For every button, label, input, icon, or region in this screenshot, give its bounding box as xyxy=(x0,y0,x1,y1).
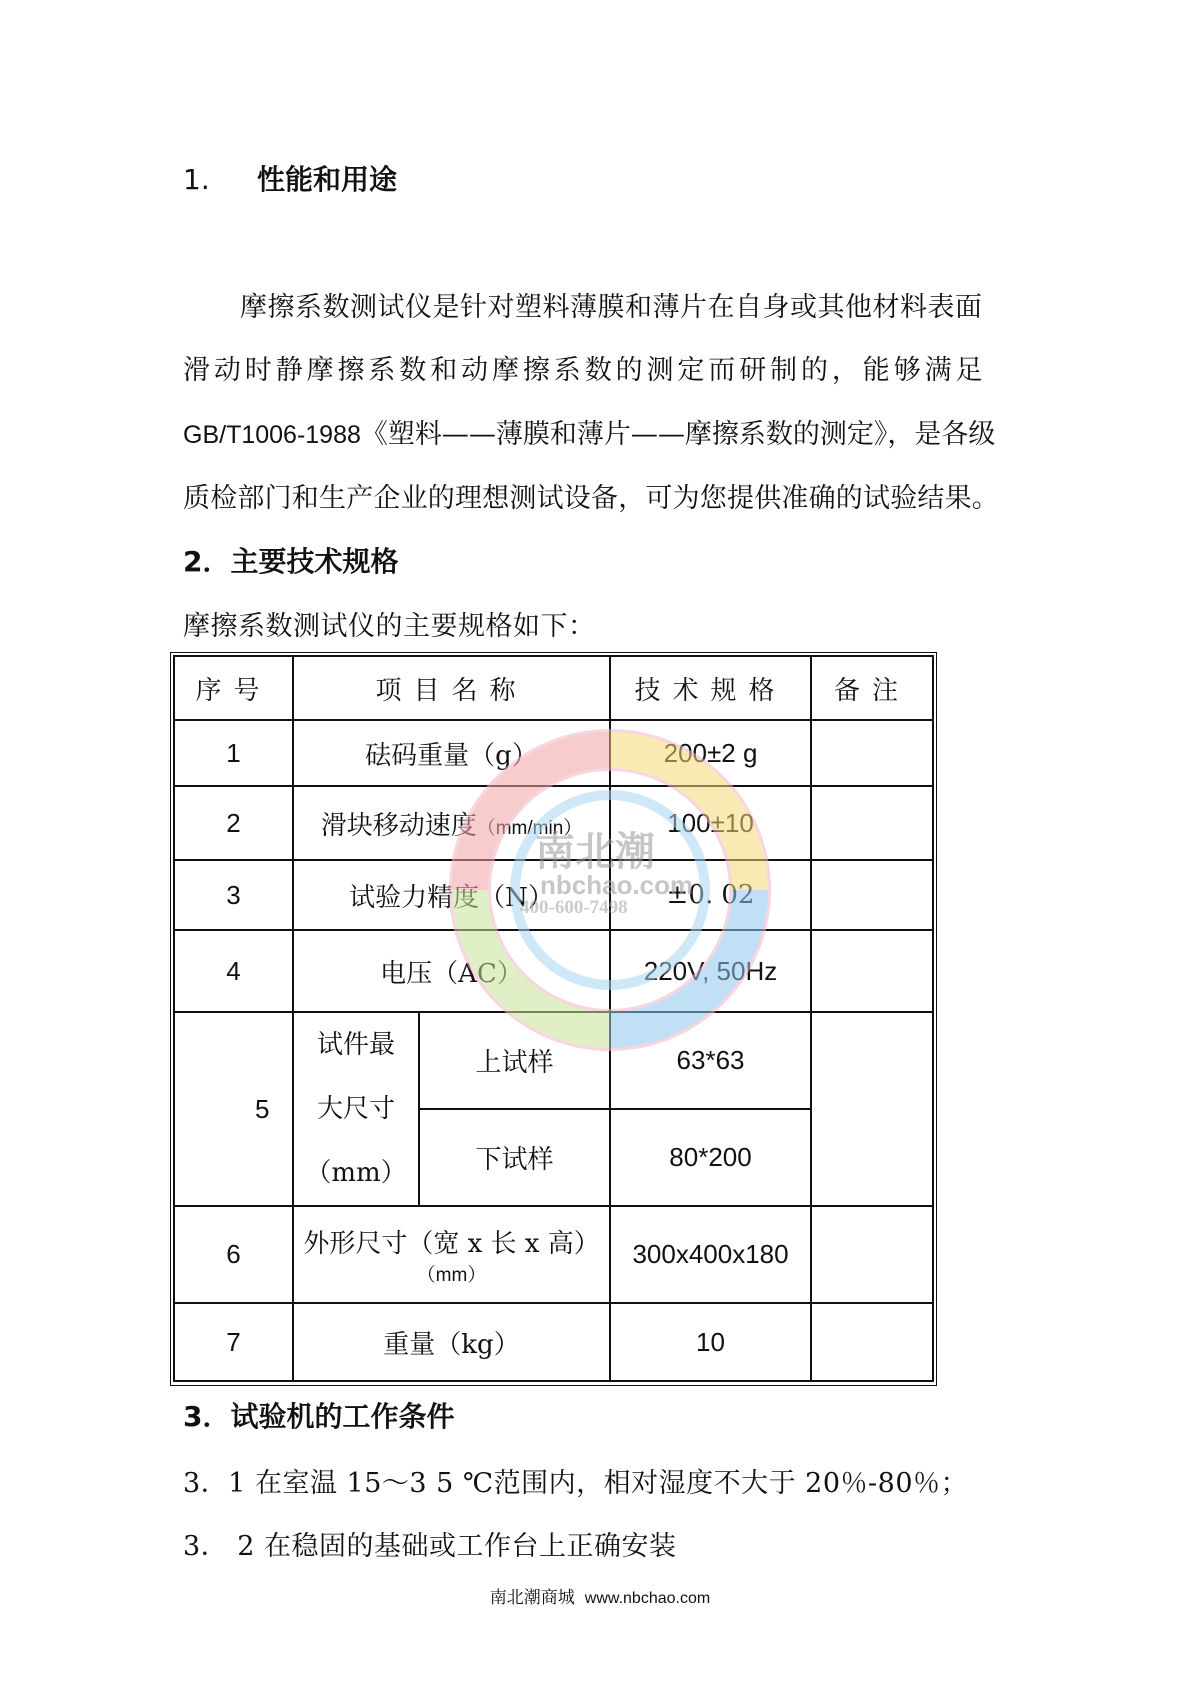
row-spec: ±0. 02 xyxy=(610,860,811,930)
group-line: 大尺寸 xyxy=(316,1094,395,1124)
row-note xyxy=(811,1303,933,1381)
section-1-line-3 xyxy=(183,412,1033,451)
row-item xyxy=(293,1206,610,1303)
row-note xyxy=(811,786,933,860)
section-1-line-4: 质检部门和生产企业的理想测试设备，可为您提供准确的试验结果。 xyxy=(183,483,999,514)
row-item: 砝码重量（g） xyxy=(293,720,610,786)
section-1-heading xyxy=(183,158,397,198)
row-index: 4 xyxy=(174,930,293,1012)
group-line: 试件最 xyxy=(316,1030,395,1060)
row-note xyxy=(811,720,933,786)
page-footer xyxy=(0,1583,1200,1608)
section-3-heading: 3．试验机的工作条件 xyxy=(183,1400,455,1433)
header-spec: 技术规格 xyxy=(610,656,811,720)
footer-shop: 南北潮商城 xyxy=(489,1588,575,1608)
condition-item-1: 3．1 在室温 15～3 5 ℃范围内，相对湿度不大于 20％-80％； xyxy=(183,1468,969,1499)
footer-url[interactable]: www.nbchao.com xyxy=(584,1590,711,1607)
row-item: 试验力精度（N） xyxy=(293,860,610,930)
row-spec: 80*200 xyxy=(610,1109,811,1206)
table-row xyxy=(174,1303,933,1381)
watermark-site: nbchao.com xyxy=(540,870,694,900)
standard-code: GB/T1006-1988 xyxy=(183,421,361,449)
section-1-title: 性能和用途 xyxy=(257,163,398,196)
section-1-line-2: 滑动时静摩擦系数和动摩擦系数的测定而研制的，能够满足 xyxy=(183,355,987,386)
row-spec: 200±2 g xyxy=(610,720,811,786)
row-index: 3 xyxy=(174,860,293,930)
table-row xyxy=(174,1206,933,1303)
row-spec: 10 xyxy=(610,1303,811,1381)
row-item: 电压（AC） xyxy=(293,930,610,1012)
row-index: 2 xyxy=(174,786,293,860)
row-subitem: 下试样 xyxy=(419,1109,610,1206)
group-line: （mm） xyxy=(305,1158,407,1188)
header-note: 备注 xyxy=(811,656,933,720)
row-note xyxy=(811,1206,933,1303)
row-spec: 300x400x180 xyxy=(610,1206,811,1303)
row-index: 6 xyxy=(174,1206,293,1303)
row-item-unit: （mm/min） xyxy=(476,817,583,839)
row-group-label xyxy=(293,1012,419,1206)
row-item-main: 外形尺寸（宽 x 长 x 高） xyxy=(303,1228,600,1259)
row-subitem: 上试样 xyxy=(419,1012,610,1109)
row-item-unit: （mm） xyxy=(416,1264,487,1286)
row-note xyxy=(811,930,933,1012)
header-item: 项目名称 xyxy=(293,656,610,720)
row-note xyxy=(811,860,933,930)
spec-intro: 摩擦系数测试仪的主要规格如下： xyxy=(183,611,596,642)
watermark-phone: 400-600-7498 xyxy=(520,897,628,918)
standard-title: 《塑料——薄膜和薄片——摩擦系数的测定》，是各级 xyxy=(360,419,996,450)
header-index: 序号 xyxy=(174,656,293,720)
row-index: 1 xyxy=(174,720,293,786)
row-note xyxy=(811,1012,933,1206)
row-spec: 63*63 xyxy=(610,1012,811,1109)
watermark-brand: 南北潮 xyxy=(535,828,655,875)
row-spec: 100±10 xyxy=(610,786,811,860)
row-item: 重量（kg） xyxy=(293,1303,610,1381)
section-2-heading: 2．主要技术规格 xyxy=(183,545,399,578)
row-index: 7 xyxy=(174,1303,293,1381)
section-1-line-1: 摩擦系数测试仪是针对塑料薄膜和薄片在自身或其他材料表面 xyxy=(240,292,983,323)
condition-item-2: 3． 2 在稳固的基础或工作台上正确安装 xyxy=(183,1531,677,1562)
row-spec: 220V, 50Hz xyxy=(610,930,811,1012)
row-item-main: 滑块移动速度 xyxy=(320,810,477,841)
section-1-number: 1. xyxy=(183,163,210,196)
row-index: 5 xyxy=(174,1012,293,1206)
